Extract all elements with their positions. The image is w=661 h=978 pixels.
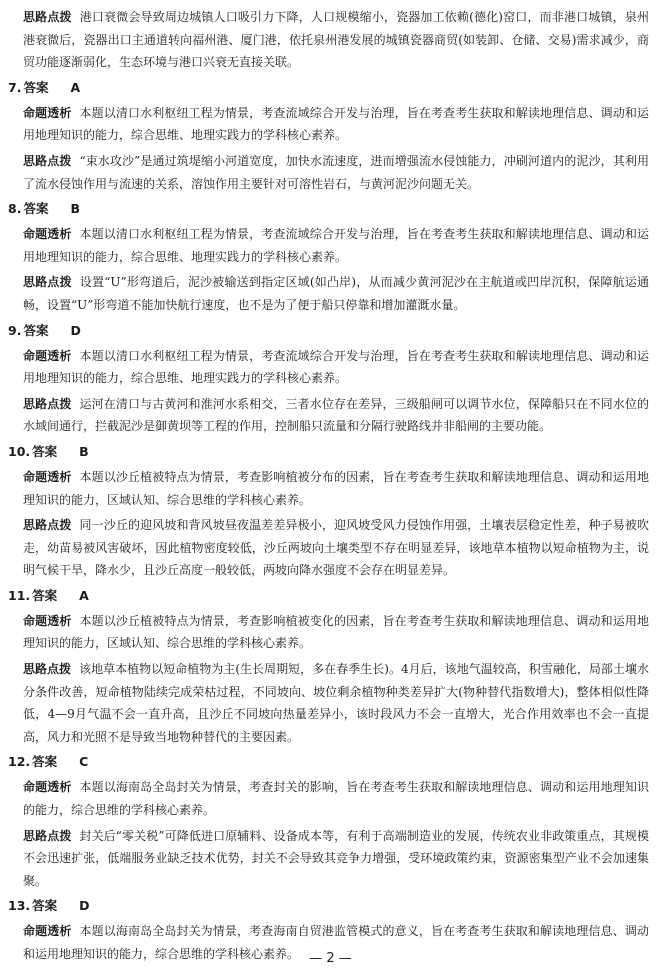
- section-tag: 命题透析: [23, 227, 72, 242]
- section-tag: 思路点拨: [23, 662, 72, 677]
- hint-paragraph: [23, 825, 649, 893]
- paragraph-text: 本题以海南岛全岛封关为情景，考查海南自贸港监管模式的意义，旨在考查考生获取和解读地理信息、调动和运用地理知识的能力，综合思维的学科核心素养。: [23, 924, 649, 961]
- paragraph-text: 封关后“零关税”可降低进口原辅料、设备成本等，有利于高端制造业的发展，传统农业非政策重点，其规模不会迅速扩张，低端服务业缺乏技术优势，封关不会导致其竞争力增强，受环境政策约束，资源密集型产业不会加速集聚。: [23, 828, 649, 888]
- analysis-paragraph: [23, 610, 649, 655]
- question-number: 11.: [8, 587, 31, 603]
- answer-choice: D: [70, 322, 81, 338]
- answer-choice: B: [70, 201, 80, 217]
- answer-choice: C: [79, 754, 89, 770]
- answer-label: 答案: [23, 201, 49, 217]
- section-tag: 命题透析: [23, 105, 72, 120]
- question-number: 8.: [8, 201, 22, 217]
- answer-label: 答案: [32, 587, 58, 603]
- answer-content: [8, 6, 649, 969]
- question-answer-heading: [8, 585, 649, 607]
- section-tag: 命题透析: [23, 924, 72, 939]
- hint-paragraph: [23, 393, 649, 438]
- paragraph-text: 该地草本植物以短命植物为主(生长周期短，多在春季生长)。4月后，该地气温较高，积雪融化，局部土壤水分条件改善，短命植物陆续完成荣枯过程，不同坡向、坡位剩余植物种类差异扩大(物种替代指数增大)，整体相似性降低，4—9月气温不会一直升高，且沙丘不同坡向热量差异小，该时段风力不会一直增大，光合作用效率也不会一直提高，风力和光照不是导致当地物种替代的主要因素。: [23, 662, 649, 744]
- section-tag: 思路点拨: [23, 396, 72, 411]
- answer-choice: A: [70, 79, 81, 95]
- hint-paragraph: [23, 514, 649, 582]
- question-number: 13.: [8, 898, 31, 914]
- answer-choice: A: [79, 587, 89, 603]
- paragraph-text: “束水攻沙”是通过筑堤缩小河道宽度，加快水流速度，进而增强流水侵蚀能力，冲刷河道内的泥沙，其利用了流水侵蚀作用与流速的关系，溶蚀作用主要针对可溶性岩石，与黄河泥沙问题无关。: [23, 153, 649, 191]
- paragraph-text: 运河在清口与古黄河和淮河水系相交，三者水位存在差异，三级船闸可以调节水位，保障船只在不同水位的水域间通行，拦截泥沙是御黄坝等工程的作用，控制船只流量和分隔行驶路线并非船闸的主要功能。: [23, 396, 649, 434]
- analysis-paragraph: [23, 776, 649, 821]
- question-answer-heading: [8, 441, 649, 463]
- section-tag: 命题透析: [23, 780, 72, 795]
- analysis-paragraph: [23, 345, 649, 390]
- question-answer-heading: [8, 77, 649, 99]
- analysis-paragraph: [23, 466, 649, 511]
- answer-label: 答案: [32, 443, 58, 459]
- question-number: 9.: [8, 322, 22, 338]
- answer-label: 答案: [23, 79, 49, 95]
- answer-choice: D: [79, 898, 90, 914]
- paragraph-text: 本题以沙丘植被特点为情景，考查影响植被变化的因素，旨在考查考生获取和解读地理信息、调动和运用地理知识的能力，区域认知、综合思维的学科核心素养。: [23, 613, 649, 651]
- paragraph-text: 港口衰微会导致周边城镇人口吸引力下降，人口规模缩小，瓷器加工依赖(德化)窑口，而非港口城镇，泉州港衰微后，瓷器出口主通道转向福州港、厦门港，依托泉州港发展的城镇瓷器商贸(如装卸、仓储、交易)需求减少，商贸功能逐渐弱化，生态环境与港口兴衰无直接关联。: [23, 10, 649, 70]
- question-number: 10.: [8, 443, 31, 459]
- hint-paragraph: [23, 658, 649, 748]
- paragraph-text: 本题以清口水利枢纽工程为情景，考查流域综合开发与治理，旨在考查考生获取和解读地理信息、调动和运用地理知识的能力，综合思维、地理实践力的学科核心素养。: [23, 348, 649, 386]
- section-tag: 命题透析: [23, 469, 72, 484]
- section-tag: 思路点拨: [23, 518, 72, 533]
- page-number: — 2 —: [309, 951, 352, 966]
- hint-paragraph: [23, 150, 649, 195]
- question-number: 7.: [8, 79, 22, 95]
- hint-paragraph: [23, 6, 649, 74]
- answer-label: 答案: [23, 322, 49, 338]
- analysis-paragraph: [23, 102, 649, 147]
- question-answer-heading: [8, 895, 649, 917]
- question-answer-heading: [8, 198, 649, 220]
- answer-label: 答案: [32, 754, 58, 770]
- question-answer-heading: [8, 320, 649, 342]
- paragraph-text: 本题以清口水利枢纽工程为情景，考查流域综合开发与治理，旨在考查考生获取和解读地理信息、调动和运用地理知识的能力，综合思维、地理实践力的学科核心素养。: [23, 227, 649, 264]
- hint-paragraph: [23, 271, 649, 316]
- paragraph-text: 本题以清口水利枢纽工程为情景，考查流域综合开发与治理，旨在考查考生获取和解读地理信息、调动和运用地理知识的能力，综合思维、地理实践力的学科核心素养。: [23, 105, 649, 143]
- paragraph-text: 本题以沙丘植被特点为情景，考查影响植被分布的因素，旨在考查考生获取和解读地理信息、调动和运用地理知识的能力，区域认知、综合思维的学科核心素养。: [23, 469, 649, 507]
- answer-label: 答案: [32, 898, 58, 914]
- section-tag: 思路点拨: [23, 275, 72, 290]
- section-tag: 思路点拨: [23, 10, 72, 24]
- paragraph-text: 本题以海南岛全岛封关为情景，考查封关的影响，旨在考查考生获取和解读地理信息、调动和运用地理知识的能力，综合思维的学科核心素养。: [23, 780, 649, 818]
- paragraph-text: 同一沙丘的迎风坡和背风坡昼夜温差差异极小，迎风坡受风力侵蚀作用强，土壤表层稳定性差，种子易被吹走，幼苗易被风害破坏，因此植物密度较低，沙丘两坡向土壤类型不存在明显差异，该地草本植物以短命植物为主，说明气候干旱，降水少，且沙丘高度一般较低，两坡向降水强度不会存在明显差异。: [23, 518, 649, 578]
- analysis-paragraph: [23, 223, 649, 268]
- question-number: 12.: [8, 754, 31, 770]
- answer-choice: B: [79, 443, 89, 459]
- paragraph-text: 设置“U”形弯道后，泥沙被输送到指定区域(如凸岸)，从而减少黄河泥沙在主航道或凹岸沉积，保障航运通畅，设置“U”形弯道不能加快航行速度，也不是为了便于船只停靠和增加灌溉水量。: [23, 275, 649, 312]
- section-tag: 思路点拨: [23, 828, 72, 843]
- section-tag: 思路点拨: [23, 153, 72, 168]
- section-tag: 命题透析: [23, 613, 72, 628]
- question-answer-heading: [8, 751, 649, 773]
- section-tag: 命题透析: [23, 348, 72, 363]
